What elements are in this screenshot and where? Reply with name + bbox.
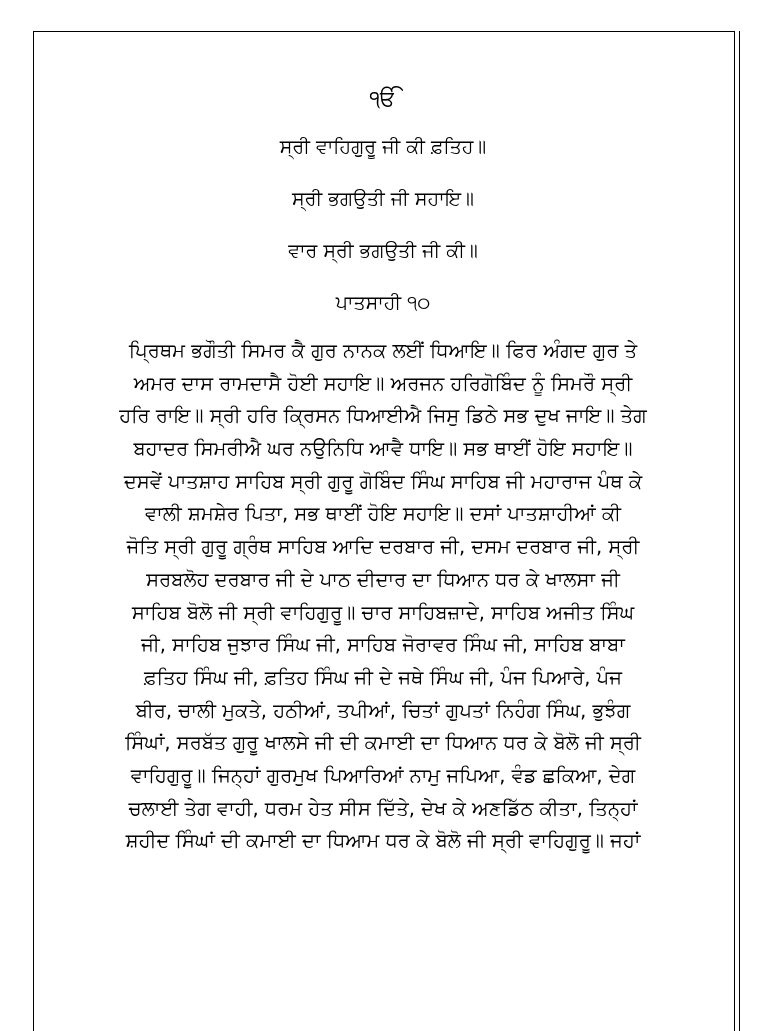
document-content [60, 85, 706, 858]
body-line: ਫ਼ਤਿਹ ਸਿੰਘ ਜੀ, ਫ਼ਤਿਹ ਸਿੰਘ ਜੀ ਦੇ ਜਥੇ ਸਿੰਘ ਜੀ, ਪੰਜ ਪਿਆਰੇ, ਪੰਜ [144, 665, 622, 689]
body-line: ਜੀ, ਸਾਹਿਬ ਜੁਝਾਰ ਸਿੰਘ ਜੀ, ਸਾਹਿਬ ਜੋਰਾਵਰ ਸਿੰਘ ਜੀ, ਸਾਹਿਬ ਬਾਬਾ [141, 633, 625, 657]
body-line: ਬਹਾਦਰ ਸਿਮਰੀਐ ਘਰ ਨਉਨਿਧਿ ਆਵੈ ਧਾਇ॥ ਸਭ ਥਾਈਂ ਹੋਇ ਸਹਾਇ॥ [133, 437, 633, 461]
body-line: ਸਰਬਲੋਹ ਦਰਬਾਰ ਜੀ ਦੇ ਪਾਠ ਦੀਦਾਰ ਦਾ ਧਿਆਨ ਧਰ ਕੇ ਖਾਲਸਾ ਜੀ [146, 567, 620, 591]
body-line: ਅਮਰ ਦਾਸ ਰਾਮਦਾਸੈ ਹੋਈ ਸਹਾਇ॥ ਅਰਜਨ ਹਰਿਗੋਬਿੰਦ ਨੂੰ ਸਿਮਰੌ ਸ੍ਰੀ [133, 371, 633, 395]
body-line: ਪ੍ਰਿਥਮ ਭਗੌਤੀ ਸਿਮਰ ਕੈ ਗੁਰ ਨਾਨਕ ਲਈਂ ਧਿਆਇ॥ ਫਿਰ ਅੰਗਦ ਗੁਰ ਤੇ [128, 339, 638, 362]
body-line: ਸ਼ਹੀਦ ਸਿੰਘਾਂ ਦੀ ਕਮਾਈ ਦਾ ਧਿਆਮ ਧਰ ਕੇ ਬੋਲੋ ਜੀ ਸ੍ਰੀ ਵਾਹਿਗੁਰੂ॥ ਜਹਾਂ [125, 829, 641, 853]
body-line: ਬੀਰ, ਚਾਲੀ ਮੁਕਤੇ, ਹਠੀਆਂ, ਤਪੀਆਂ, ਚਿਤਾਂ ਗੁਪਤਾਂ ਨਿਹੰਗ ਸਿੰਘ, ਭੁਝੰਗ [135, 698, 631, 722]
body-line: ਵਾਲੀ ਸ਼ਮਸ਼ੇਰ ਪਿਤਾ, ਸਭ ਥਾਈਂ ਹੋਇ ਸਹਾਇ॥ ਦਸਾਂ ਪਾਤਸ਼ਾਹੀਆਂ ਕੀ [144, 502, 622, 526]
body-line: ਚਲਾਈ ਤੇਗ ਵਾਹੀ, ਧਰਮ ਹੇਤ ਸੀਸ ਦਿੱਤੇ, ਦੇਖ ਕੇ ਅਣਡਿੱਠ ਕੀਤਾ, ਤਿਨ੍ਹਾਂ [128, 796, 638, 820]
heading-var-bhagauti: ਵਾਰ ਸ੍ਰੀ ਭਗਉਤੀ ਜੀ ਕੀ॥ [288, 240, 478, 262]
body-line: ਸਾਹਿਬ ਬੋਲੋ ਜੀ ਸ੍ਰੀ ਵਾਹਿਗੁਰੂ॥ ਚਾਰ ਸਾਹਿਬਜ਼ਾਦੇ, ਸਾਹਿਬ ਅਜੀਤ ਸਿੰਘ [131, 600, 635, 624]
ardas-body [60, 335, 706, 858]
heading-bhagauti-sahai: ਸ੍ਰੀ ਭਗਉਤੀ ਜੀ ਸਹਾਇ॥ [292, 188, 474, 210]
page-border-shadow [739, 31, 740, 1031]
ik-onkar-symbol: ੴ [369, 87, 397, 112]
body-line: ਹਰਿ ਰਾਇ॥ ਸ੍ਰੀ ਹਰਿ ਕ੍ਰਿਸਨ ਧਿਆਈਐ ਜਿਸੁ ਡਿਠੇ ਸਭ ਦੁਖ ਜਾਇ॥ ਤੇਗ [119, 404, 647, 428]
heading-fateh: ਸ੍ਰੀ ਵਾਹਿਗੁਰੂ ਜੀ ਕੀ ਫ਼ਤਿਹ॥ [279, 136, 487, 158]
body-line: ਜੋਤਿ ਸ੍ਰੀ ਗੁਰੂ ਗ੍ਰੰਥ ਸਾਹਿਬ ਆਦਿ ਦਰਬਾਰ ਜੀ, ਦਸਮ ਦਰਬਾਰ ਜੀ, ਸ੍ਰੀ [126, 535, 640, 559]
heading-patshahi: ਪਾਤਸਾਹੀ ੧੦ [335, 292, 431, 314]
body-line: ਸਿੰਘਾਂ, ਸਰਬੱਤ ਗੁਰੂ ਖਾਲਸੇ ਜੀ ਦੀ ਕਮਾਈ ਦਾ ਧਿਆਨ ਧਰ ਕੇ ਬੋਲੋ ਜੀ ਸ੍ਰੀ [125, 731, 641, 755]
body-line: ਵਾਹਿਗੁਰੂ॥ ਜਿਨ੍ਹਾਂ ਗੁਰਮੁਖ ਪਿਆਰਿਆਂ ਨਾਮੁ ਜਪਿਆ, ਵੰਡ ਛਕਿਆ, ਦੇਗ [130, 763, 636, 787]
body-line: ਦਸਵੇਂ ਪਾਤਸ਼ਾਹ ਸਾਹਿਬ ਸ੍ਰੀ ਗੁਰੂ ਗੋਬਿੰਦ ਸਿੰਘ ਸਾਹਿਬ ਜੀ ਮਹਾਰਾਜ ਪੰਥ ਕੇ [123, 469, 643, 493]
